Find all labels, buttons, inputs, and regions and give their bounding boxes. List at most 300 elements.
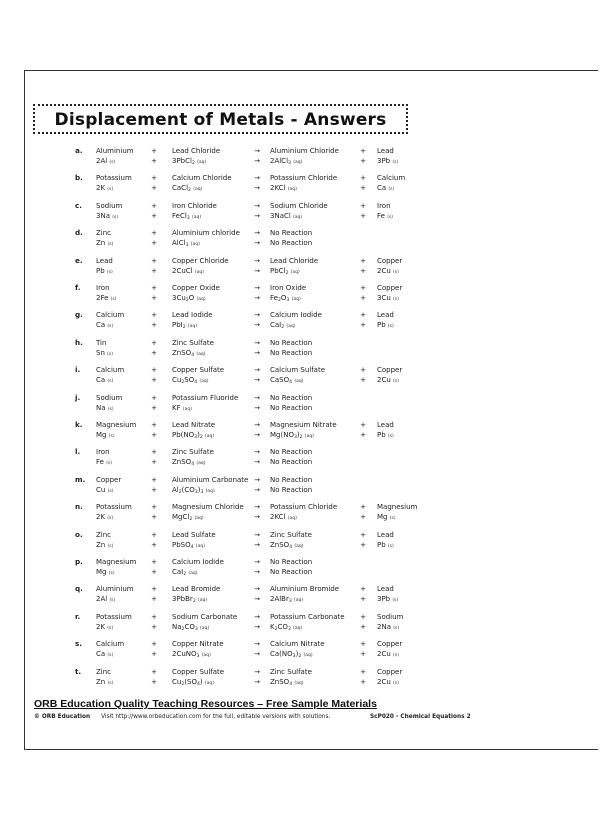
arrow-icon: → → — [254, 147, 260, 165]
reactant-1 — [96, 612, 132, 632]
product-1-name: No Reaction — [270, 448, 313, 457]
reactant-1-formula: 2K (s) — [96, 184, 114, 193]
product-1-name: Aluminium Chloride — [270, 147, 339, 155]
reactant-1-formula: Zn (s) — [96, 239, 114, 248]
question-letter: h. — [75, 337, 83, 347]
reactant-2-name: Magnesium Chloride — [172, 503, 244, 512]
product-2 — [377, 502, 417, 522]
product-2-formula: 2Cu (s) — [377, 266, 399, 275]
plus-sign: + + — [151, 640, 157, 659]
arrow-icon: → → — [254, 393, 260, 412]
reactant-1-state: (s) — [107, 351, 113, 357]
reactant-2-state: (aq) — [196, 297, 206, 302]
equation-row — [0, 310, 600, 332]
reactant-2-state: (aq) — [193, 187, 203, 193]
reactant-2-name: Iron Chloride — [172, 201, 217, 210]
product-2-state: (s) — [388, 187, 395, 193]
arrow-icon: → → — [254, 256, 260, 275]
product-2-formula: 2Cu (s) — [377, 650, 399, 659]
reactant-1-state: (s) — [112, 214, 119, 220]
equation-row — [0, 612, 600, 634]
reactant-2 — [172, 365, 224, 385]
reactant-1 — [96, 420, 136, 440]
reactant-2-formula: ZnSO$_4$ (aq) — [172, 458, 206, 468]
reactant-1-formula: 2Al (s) — [96, 595, 116, 604]
question-letter: o. — [75, 529, 83, 539]
product-2-name: Copper — [377, 284, 403, 292]
reactant-1-state: (s) — [106, 461, 113, 467]
product-2-state: (s) — [392, 598, 399, 604]
product-1-formula: PbCl$_2$ (aq) — [270, 266, 300, 276]
reactant-1 — [96, 146, 134, 166]
reactant-2-formula: 3PbBr$_2$ (aq) — [172, 595, 208, 605]
product-1-formula: CaI$_2$ (aq) — [270, 321, 296, 331]
plus-sign: + + — [151, 667, 157, 686]
equation-row — [0, 639, 600, 661]
plus-sign: + + — [360, 421, 366, 439]
product-1-name: Sodium Chloride — [270, 201, 328, 210]
product-1-name: Aluminium Bromide — [270, 585, 340, 594]
reactant-1-name: Calcium — [96, 311, 125, 320]
plus-sign: + + — [360, 256, 366, 275]
equation-row — [0, 228, 600, 250]
product-2 — [377, 201, 393, 221]
equation-row — [0, 557, 600, 579]
reactant-1 — [96, 283, 117, 303]
product-2-formula: Pb (s) — [377, 540, 394, 549]
reactant-1 — [96, 393, 122, 413]
product-1-state: (aq) — [286, 324, 296, 330]
reactant-2-name: Lead Chloride — [172, 147, 221, 155]
plus-sign: + + — [151, 201, 157, 220]
reactant-1-name: Zinc — [96, 530, 112, 539]
reactant-1-name: Sodium — [96, 201, 123, 210]
reactant-1 — [96, 475, 121, 495]
reactant-2-state: (aq) — [194, 516, 204, 522]
reactant-1-name: Magnesium — [96, 558, 137, 566]
question-letter: j. — [75, 392, 81, 402]
reactant-1-state: (s) — [107, 242, 114, 248]
question-letter: m. — [75, 474, 86, 484]
arrow-icon: → → — [254, 284, 260, 302]
equation-row — [0, 338, 600, 360]
reactant-1-formula: 2Fe (s) — [96, 294, 117, 302]
plus-sign: + + — [360, 284, 366, 302]
product-1 — [270, 557, 312, 577]
product-1 — [270, 201, 328, 221]
product-1 — [270, 502, 337, 522]
plus-sign: + + — [151, 338, 157, 357]
product-2-name: Lead — [377, 311, 394, 320]
reactant-1-formula: Mg (s) — [96, 431, 115, 439]
product-1-state: (aq) — [294, 598, 304, 604]
reactant-1-formula: Ca (s) — [96, 650, 114, 659]
arrow-icon: → → — [254, 229, 260, 248]
equation-row — [0, 256, 600, 278]
reactant-1-name: Potassium — [96, 503, 132, 512]
reactant-1 — [96, 557, 136, 577]
product-2-name: Magnesium — [377, 503, 418, 512]
arrow-icon: → → — [254, 366, 260, 385]
reactant-2-name: Zinc Sulfate — [172, 338, 214, 347]
reactant-1-state: (s) — [109, 160, 116, 165]
product-1-name: Magnesium Nitrate — [270, 421, 337, 429]
plus-sign: + + — [360, 366, 366, 385]
reactant-1-name: Aluminium — [96, 585, 134, 594]
plus-sign: + + — [151, 448, 157, 467]
question-letter: f. — [75, 283, 81, 292]
reactant-2-name: Aluminium chloride — [172, 229, 240, 238]
arrow-icon: → → — [254, 503, 260, 522]
product-1-state: (aq) — [287, 187, 297, 193]
reactant-2-state: (aq) — [182, 406, 192, 412]
equation-row — [0, 420, 600, 442]
product-2 — [377, 420, 394, 440]
reactant-2 — [172, 667, 224, 687]
plus-sign: + + — [360, 612, 366, 631]
product-1-name: No Reaction — [270, 229, 313, 238]
reactant-1-name: Calcium — [96, 366, 125, 375]
reactant-2-name: Copper Oxide — [172, 284, 220, 292]
question-letter: i. — [75, 365, 81, 375]
reactant-2-state: (aq) — [205, 434, 215, 439]
equation-row — [0, 475, 600, 497]
reactant-2-name: Sodium Carbonate — [172, 612, 238, 621]
reactant-2 — [172, 310, 213, 330]
reactant-1-state: (s) — [107, 543, 114, 549]
plus-sign: + + — [151, 366, 157, 385]
reactant-1-name: Zinc — [96, 229, 112, 238]
reactant-1-formula: 2K (s) — [96, 513, 114, 522]
product-2-state: (s) — [389, 516, 396, 522]
question-letter: g. — [75, 310, 83, 320]
reactant-1 — [96, 310, 124, 330]
equation-row — [0, 530, 600, 552]
question-letter: q. — [75, 584, 83, 594]
plus-sign: + + — [151, 147, 157, 165]
product-1-formula: 2AlCl$_3$ (aq) — [270, 157, 303, 166]
reactant-1 — [96, 256, 113, 276]
reactant-1 — [96, 447, 112, 467]
question-letter: p. — [75, 557, 83, 566]
plus-sign: + + — [151, 503, 157, 522]
product-1-state: (aq) — [303, 653, 313, 659]
arrow-icon: → → — [254, 448, 260, 467]
product-1-formula: No Reaction — [270, 348, 313, 357]
reactant-1 — [96, 173, 132, 193]
product-1-name: Potassium Chloride — [270, 503, 338, 512]
product-2-state: (s) — [387, 214, 394, 220]
equation-row — [0, 447, 600, 469]
product-2-state: (s) — [393, 680, 399, 686]
product-1-formula: 2KCl (aq) — [270, 184, 297, 193]
reactant-2 — [172, 475, 248, 495]
product-1-formula: No Reaction — [270, 403, 313, 412]
equation-row — [0, 146, 600, 168]
reactant-2-state: (aq) — [191, 214, 202, 220]
reactant-1-state: (s) — [108, 571, 115, 576]
plus-sign: + + — [151, 229, 157, 248]
question-letter: b. — [75, 173, 83, 183]
product-1 — [270, 338, 312, 358]
reactant-1-name: Calcium — [96, 640, 125, 649]
arrow-icon: → → — [254, 612, 260, 631]
reactant-2 — [172, 502, 244, 522]
reactant-1-state: (s) — [110, 297, 117, 302]
product-2 — [377, 639, 402, 659]
reactant-1-name: Iron — [96, 284, 110, 292]
product-2-name: Copper — [377, 640, 403, 649]
product-1-state: (aq) — [293, 160, 303, 165]
reactant-2-formula: $3Cu_2O$ (aq) — [172, 294, 206, 303]
reactant-1-name: Lead — [96, 256, 113, 265]
product-2-name: Copper — [377, 667, 403, 676]
footer-brand: © ORB Education — [34, 714, 91, 720]
reactant-2-state: (aq) — [195, 543, 205, 549]
reactant-2-state: (aq) — [200, 625, 210, 631]
product-2-formula: 2Cu (s) — [377, 677, 399, 686]
reactant-2-formula: CaCl$_2$ (aq) — [172, 184, 203, 194]
product-1-name: Potassium Chloride — [270, 174, 338, 183]
question-letter: a. — [75, 146, 83, 155]
reactant-2 — [172, 201, 217, 221]
plus-sign: + + — [151, 558, 157, 576]
reactant-2-formula: $Cu_2SO_4$ (aq) — [172, 376, 209, 386]
reactant-1-state: (s) — [107, 187, 114, 193]
product-2-state: (s) — [387, 543, 394, 549]
reactant-1 — [96, 365, 124, 385]
plus-sign: + + — [151, 256, 157, 275]
reactant-2-name: Lead Nitrate — [172, 421, 216, 429]
reactant-2-name: Copper Nitrate — [172, 640, 224, 649]
reactant-2 — [172, 173, 232, 193]
plus-sign: + + — [360, 530, 366, 549]
product-1-name: Zinc Sulfate — [270, 667, 312, 676]
product-1-formula: 2AlBr$_3$ (aq) — [270, 595, 304, 605]
product-1 — [270, 447, 312, 467]
product-2-formula: Pb (s) — [377, 431, 394, 439]
product-1-formula: $Mg(NO_3)_2$ (aq) — [270, 431, 314, 440]
product-1-formula: No Reaction — [270, 239, 313, 248]
reactant-2-formula: $Al_2(CO_3)_3$ (aq) — [172, 485, 215, 495]
reactant-1-name: Zinc — [96, 667, 112, 676]
reactant-2 — [172, 283, 220, 303]
reactant-2-state: (aq) — [204, 680, 214, 686]
plus-sign: + + — [151, 530, 157, 549]
product-2-name: Sodium — [377, 612, 404, 621]
equation-row — [0, 365, 600, 387]
product-2-state: (s) — [393, 625, 400, 631]
product-1-state: (aq) — [294, 680, 304, 686]
product-2-formula: 2Cu (s) — [377, 376, 399, 385]
product-2-formula: Fe (s) — [377, 211, 394, 220]
product-1 — [270, 584, 339, 604]
product-2-formula: 2Na (s) — [377, 622, 400, 631]
product-1-state: (aq) — [304, 434, 314, 439]
arrow-icon: → → — [254, 530, 260, 549]
arrow-icon: → → — [254, 421, 260, 439]
product-1 — [270, 530, 312, 550]
product-1-name: No Reaction — [270, 393, 313, 402]
product-2-formula: Ca (s) — [377, 184, 395, 193]
product-1 — [270, 420, 337, 440]
reactant-1-state: (s) — [106, 269, 113, 275]
product-1-formula: No Reaction — [270, 568, 313, 576]
reactant-1-name: Potassium — [96, 174, 132, 183]
reactant-2 — [172, 146, 220, 166]
product-1-formula: No Reaction — [270, 458, 313, 467]
reactant-2 — [172, 338, 214, 358]
reactant-2-formula: $Cu_2(SO_4)$ (aq) — [172, 677, 214, 687]
reactant-1-state: (s) — [107, 625, 114, 631]
reactant-1-formula: Ca (s) — [96, 321, 114, 330]
product-1-formula: $K_2CO_3$ (aq) — [270, 622, 303, 632]
reactant-2-formula: $Pb(NO_3)_2$ (aq) — [172, 431, 215, 440]
product-1-state: (aq) — [293, 625, 303, 631]
reactant-2-state: (aq) — [188, 571, 198, 576]
reactant-2-name: Potassium Fluoride — [172, 393, 239, 402]
plus-sign: + + — [360, 667, 366, 686]
reactant-2 — [172, 420, 215, 440]
reactant-1 — [96, 639, 124, 659]
question-letter: n. — [75, 502, 83, 512]
product-1 — [270, 310, 322, 330]
reactant-2 — [172, 612, 237, 632]
reactant-1-name: Potassium — [96, 612, 132, 621]
title-box — [33, 104, 408, 134]
equation-row — [0, 393, 600, 415]
reactant-1-formula: Ca (s) — [96, 376, 114, 385]
product-2 — [377, 146, 398, 166]
product-2-state: (s) — [393, 653, 399, 659]
reactant-1-formula: Na (s) — [96, 403, 114, 412]
footer-heading: ORB Education Quality Teaching Resources – Free Sample Materials — [34, 698, 377, 710]
product-1-state: (aq) — [294, 379, 304, 385]
reactant-2 — [172, 584, 220, 604]
reactant-1 — [96, 584, 134, 604]
product-1-name: Lead Chloride — [270, 256, 319, 265]
reactant-2-state: (aq) — [194, 269, 204, 275]
product-1 — [270, 639, 325, 659]
reactant-2-name: Copper Sulfate — [172, 667, 225, 676]
product-1-formula: $Ca(NO_3)_2$ (aq) — [270, 650, 313, 660]
plus-sign: + + — [151, 393, 157, 412]
reactant-1 — [96, 201, 122, 221]
reactant-2-state: (aq) — [201, 653, 211, 659]
reactant-1-name: Sodium — [96, 393, 123, 402]
plus-sign: + + — [151, 585, 157, 604]
arrow-icon: → → — [254, 311, 260, 330]
reactant-1 — [96, 502, 132, 522]
reactant-1-formula: Cu (s) — [96, 485, 114, 494]
reactant-2-state: (aq) — [187, 324, 198, 330]
product-2-formula: 3Cu (s) — [377, 294, 399, 302]
arrow-icon: → → — [254, 558, 260, 576]
product-1-name: Calcium Nitrate — [270, 640, 325, 649]
reactant-2-state: (aq) — [197, 160, 207, 165]
reactant-2 — [172, 256, 229, 276]
product-2-formula: 3Pb (s) — [377, 595, 399, 604]
reactant-2-formula: 3PbCl$_2$ (aq) — [172, 157, 207, 166]
reactant-1-formula: Zn (s) — [96, 540, 114, 549]
plus-sign: + + — [151, 284, 157, 302]
reactant-1-name: Magnesium — [96, 421, 137, 429]
product-2 — [377, 667, 402, 687]
question-letter: k. — [75, 420, 83, 429]
product-1-name: Calcium Sulfate — [270, 366, 326, 375]
plus-sign: + + — [151, 174, 157, 193]
footer-visit-line — [34, 714, 330, 720]
reactant-1-name: Copper — [96, 475, 122, 484]
product-1-name: Potassium Carbonate — [270, 612, 345, 621]
plus-sign: + + — [151, 311, 157, 330]
product-2 — [377, 256, 402, 276]
reactant-1 — [96, 530, 113, 550]
product-1-formula: ZnSO$_4$ (aq) — [270, 540, 304, 550]
product-2-name: Lead — [377, 147, 394, 155]
reactant-2-name: Lead Sulfate — [172, 530, 216, 539]
product-2-name: Lead — [377, 421, 394, 429]
product-2 — [377, 612, 403, 632]
product-1-name: No Reaction — [270, 558, 313, 566]
reactant-2-name: Copper Sulfate — [172, 366, 225, 375]
product-2 — [377, 584, 398, 604]
reactant-2-name: Lead Bromide — [172, 585, 221, 594]
reactant-2-name: Zinc Sulfate — [172, 448, 214, 457]
plus-sign: + + — [151, 612, 157, 631]
product-1 — [270, 256, 318, 276]
product-1 — [270, 667, 312, 687]
product-1-name: Zinc Sulfate — [270, 530, 312, 539]
question-letter: s. — [75, 639, 83, 649]
reactant-1-state: (s) — [107, 379, 114, 385]
reactant-2-name: Calcium Iodide — [172, 558, 224, 566]
reactant-2 — [172, 393, 238, 413]
page-title: Displacement of Metals - Answers — [54, 110, 387, 130]
plus-sign: + + — [151, 475, 157, 494]
footer-code: ScP020 - Chemical Equations 2 — [370, 714, 471, 720]
reactant-1-state: (s) — [107, 406, 114, 412]
reactant-2-formula: 2CuCl (aq) — [172, 266, 204, 275]
reactant-2 — [172, 447, 214, 467]
product-1 — [270, 475, 312, 495]
product-2 — [377, 310, 394, 330]
equation-row — [0, 173, 600, 195]
question-letter: e. — [75, 255, 83, 265]
product-1-name: Iron Oxide — [270, 284, 307, 292]
product-1-formula: $Fe_2O_3$ (aq) — [270, 294, 301, 303]
reactant-2-state: (aq) — [196, 461, 206, 467]
product-2-formula: Mg (s) — [377, 513, 396, 522]
reactant-2 — [172, 639, 224, 659]
reactant-2-name: Copper Chloride — [172, 256, 229, 265]
arrow-icon: → → — [254, 667, 260, 686]
reactant-2-formula: 2CuNO$_3$ (aq) — [172, 650, 211, 660]
reactant-1-formula: Mg (s) — [96, 568, 115, 576]
product-1-formula: 3NaCl (aq) — [270, 211, 303, 220]
product-1 — [270, 146, 339, 166]
product-1-state: (aq) — [291, 297, 301, 302]
reactant-1-formula: Fe (s) — [96, 458, 113, 467]
footer-visit-text: Visit http://www.orbeducation.com for the full, editable versions with solutions. — [101, 714, 331, 720]
plus-sign: + + — [360, 174, 366, 193]
reactant-1-formula: Sn (s) — [96, 348, 113, 357]
product-2-state: (s) — [387, 434, 394, 439]
reactant-1-formula: 3Na (s) — [96, 211, 119, 220]
plus-sign: + + — [360, 311, 366, 330]
reactant-2-state: (aq) — [196, 351, 206, 357]
plus-sign: + + — [360, 503, 366, 522]
